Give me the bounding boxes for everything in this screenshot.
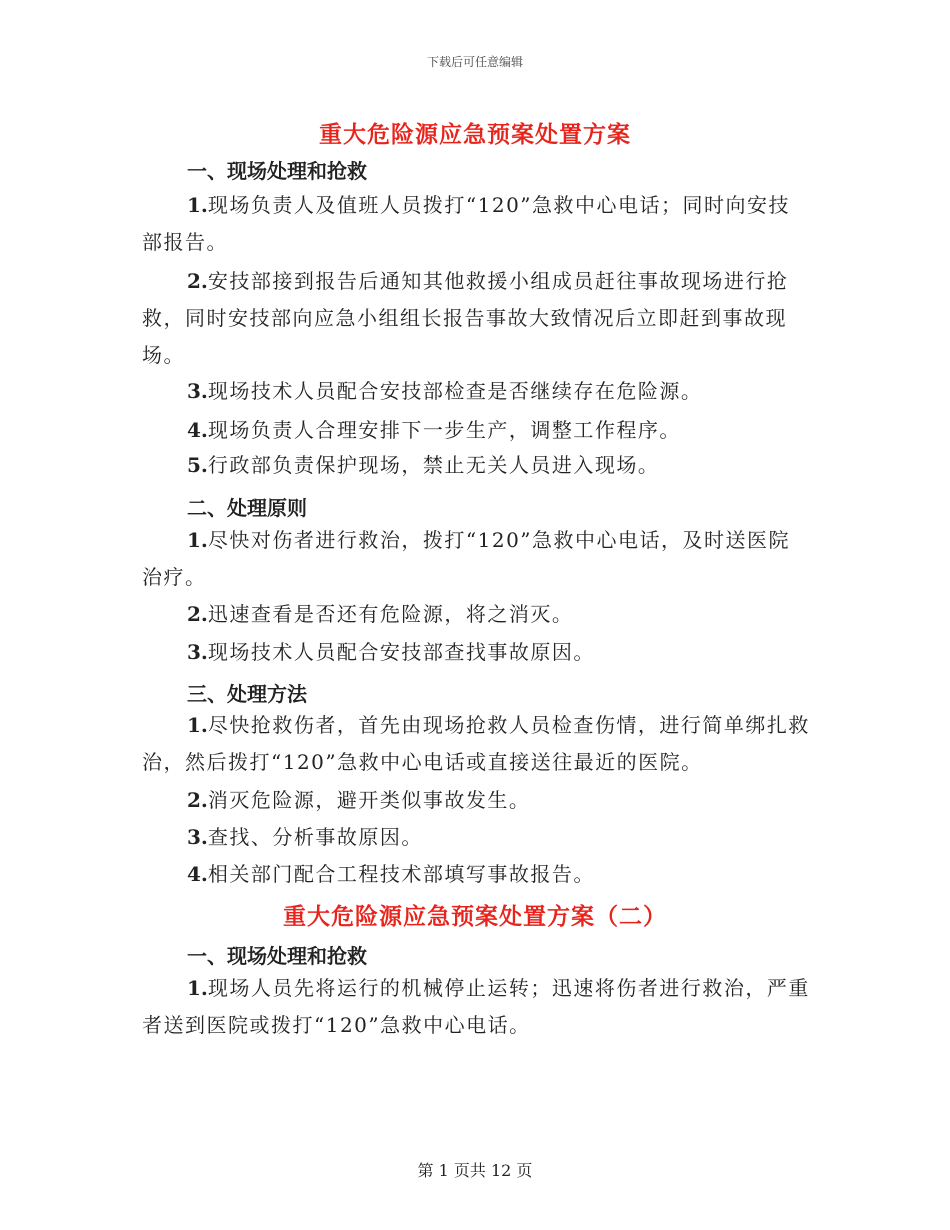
item-text: 现场负责人及值班人员拨打“120”急救中心电话；同时向安技部报告。 xyxy=(142,193,791,254)
paragraph xyxy=(142,819,810,856)
section-heading: 二、处理原则 xyxy=(187,496,307,520)
page-footer: 第 1 页共 12 页 xyxy=(417,1161,533,1180)
item-text: 相关部门配合工程技术部填写事故报告。 xyxy=(207,862,595,886)
item-number: 3. xyxy=(187,640,208,664)
item-text: 尽快对伤者进行救治，拨打“120”急救中心电话，及时送医院治疗。 xyxy=(142,528,791,589)
item-text: 现场负责人合理安排下一步生产，调整工作程序。 xyxy=(207,418,681,442)
paragraph xyxy=(142,596,810,633)
item-text: 安技部接到报告后通知其他救援小组成员赶往事故现场进行抢救，同时安技部向应急小组组长报告事故大致情况后立即赶到事故现场。 xyxy=(142,269,789,367)
item-number: 1. xyxy=(187,528,208,552)
paragraph xyxy=(142,263,810,374)
item-text: 现场人员先将运行的机械停止运转；迅速将伤者进行救治，严重者送到医院或拨打“120”急救中心电话。 xyxy=(142,976,810,1037)
paragraph xyxy=(142,187,810,261)
item-text: 现场技术人员配合安技部查找事故原因。 xyxy=(207,640,595,664)
paragraph xyxy=(142,707,810,781)
paragraph xyxy=(142,970,810,1044)
item-number: 2. xyxy=(187,269,208,293)
paragraph xyxy=(142,634,810,671)
item-text: 尽快抢救伤者，首先由现场抢救人员检查伤情，进行简单绑扎救治，然后拨打“120”急救中心电话或直接送往最近的医院。 xyxy=(142,713,810,774)
item-number: 3. xyxy=(187,825,208,849)
paragraph xyxy=(142,412,810,449)
paragraph xyxy=(142,373,810,410)
item-text: 行政部负责保护现场，禁止无关人员进入现场。 xyxy=(207,453,660,477)
item-text: 现场技术人员配合安技部检查是否继续存在危险源。 xyxy=(207,379,703,403)
paragraph xyxy=(142,522,810,596)
header-note: 下载后可任意编辑 xyxy=(426,55,523,69)
item-number: 4. xyxy=(187,862,208,886)
item-number: 1. xyxy=(187,713,208,737)
item-number: 2. xyxy=(187,788,208,812)
paragraph xyxy=(142,447,810,484)
item-text: 迅速查看是否还有危险源，将之消灭。 xyxy=(207,602,574,626)
section-heading: 一、现场处理和抢救 xyxy=(187,159,367,183)
paragraph xyxy=(142,856,810,893)
item-number: 3. xyxy=(187,379,208,403)
item-number: 1. xyxy=(187,976,208,1000)
item-number: 4. xyxy=(187,418,208,442)
item-number: 2. xyxy=(187,602,208,626)
paragraph xyxy=(142,782,810,819)
item-number: 5. xyxy=(187,453,208,477)
item-number: 1. xyxy=(187,193,208,217)
item-text: 查找、分析事故原因。 xyxy=(207,825,423,849)
document-title-2: 重大危险源应急预案处置方案（二） xyxy=(283,903,667,930)
section-heading: 一、现场处理和抢救 xyxy=(187,944,367,968)
document-title: 重大危险源应急预案处置方案 xyxy=(319,121,631,148)
section-heading: 三、处理方法 xyxy=(187,682,307,706)
item-text: 消灭危险源，避开类似事故发生。 xyxy=(207,788,531,812)
